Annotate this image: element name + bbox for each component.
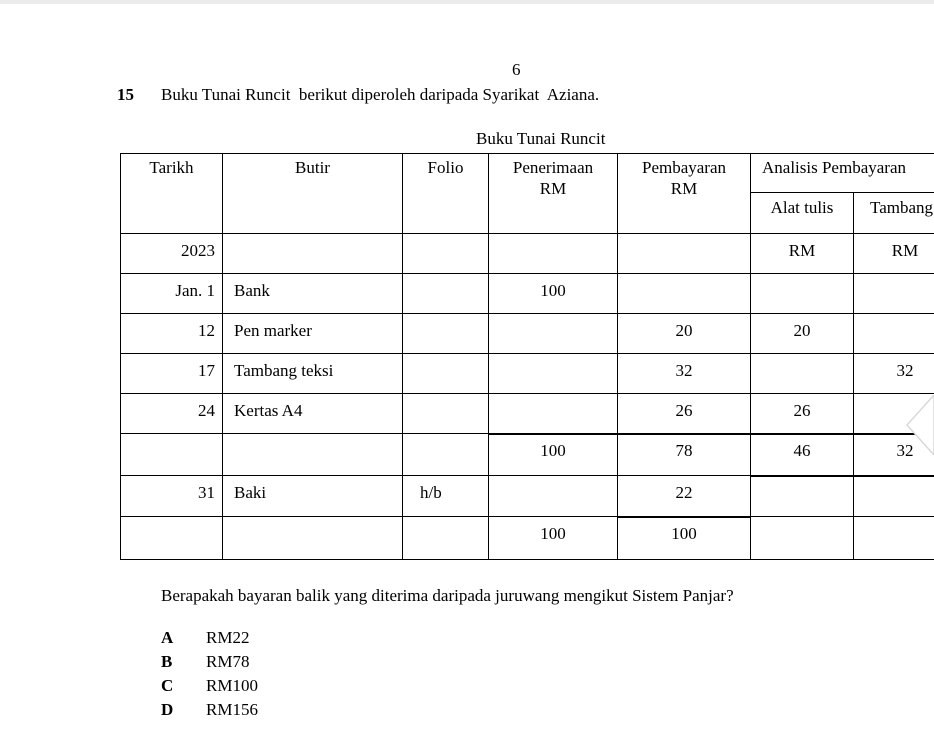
header-butir: Butir bbox=[295, 158, 330, 177]
cell-pembayaran: 100 bbox=[671, 524, 697, 543]
option-text: RM100 bbox=[206, 676, 258, 695]
cell-tarikh: Jan. 1 bbox=[175, 281, 215, 300]
header-tambang: Tambang bbox=[870, 198, 934, 217]
cell-tambang: 32 bbox=[896, 441, 914, 460]
table-title: Buku Tunai Runcit bbox=[476, 129, 606, 148]
cell-pembayaran: 78 bbox=[675, 441, 693, 460]
option-letter: C bbox=[161, 676, 174, 695]
page-number: 6 bbox=[512, 60, 521, 79]
cell-tambang: 32 bbox=[896, 361, 914, 380]
cell-penerimaan: 100 bbox=[540, 441, 566, 460]
header-analisis-pembayaran: Analisis Pembayaran bbox=[762, 158, 906, 177]
cell-tarikh: 31 bbox=[198, 483, 215, 502]
question-intro: Buku Tunai Runcit berikut diperoleh daripada Syarikat Aziana. bbox=[161, 85, 600, 104]
cell-alat-tulis: 46 bbox=[793, 441, 811, 460]
cell-folio: h/b bbox=[420, 483, 442, 502]
header-pembayaran-unit: RM bbox=[670, 179, 698, 198]
cell-penerimaan: 100 bbox=[540, 524, 566, 543]
option-text: RM156 bbox=[206, 700, 258, 719]
header-folio: Folio bbox=[427, 158, 464, 177]
option-text: RM22 bbox=[206, 628, 250, 647]
cell-tarikh: 17 bbox=[198, 361, 215, 380]
header-tarikh: Tarikh bbox=[149, 158, 194, 177]
question-text: Berapakah bayaran balik yang diterima daripada juruwang mengikut Sistem Panjar? bbox=[161, 586, 734, 605]
option-letter: D bbox=[161, 700, 174, 719]
header-penerimaan-unit: RM bbox=[539, 179, 567, 198]
cell-tarikh: 12 bbox=[198, 321, 215, 340]
cell-tarikh: 24 bbox=[198, 401, 215, 420]
cell-alat-tulis: 20 bbox=[793, 321, 811, 340]
cell-penerimaan: 100 bbox=[540, 281, 566, 300]
cell-tambang: RM bbox=[891, 241, 919, 260]
cell-pembayaran: 32 bbox=[675, 361, 693, 380]
option-text: RM78 bbox=[206, 652, 250, 671]
cell-pembayaran: 20 bbox=[675, 321, 693, 340]
cell-alat-tulis: 26 bbox=[793, 401, 811, 420]
cell-pembayaran: 22 bbox=[675, 483, 693, 502]
cell-tarikh: 2023 bbox=[181, 241, 215, 260]
cell-pembayaran: 26 bbox=[675, 401, 693, 420]
cell-butir: Kertas A4 bbox=[234, 401, 303, 420]
header-pembayaran: Pembayaran bbox=[641, 158, 727, 177]
cell-butir: Tambang teksi bbox=[234, 361, 334, 380]
cell-butir: Bank bbox=[234, 281, 270, 300]
next-page-arrow-icon[interactable] bbox=[905, 395, 934, 455]
cell-butir: Pen marker bbox=[234, 321, 312, 340]
option-letter: A bbox=[161, 628, 174, 647]
cell-alat-tulis: RM bbox=[788, 241, 816, 260]
header-alat-tulis: Alat tulis bbox=[770, 198, 834, 217]
header-penerimaan: Penerimaan bbox=[512, 158, 594, 177]
option-letter: B bbox=[161, 652, 173, 671]
question-number: 15 bbox=[117, 85, 134, 104]
cell-butir: Baki bbox=[234, 483, 267, 502]
